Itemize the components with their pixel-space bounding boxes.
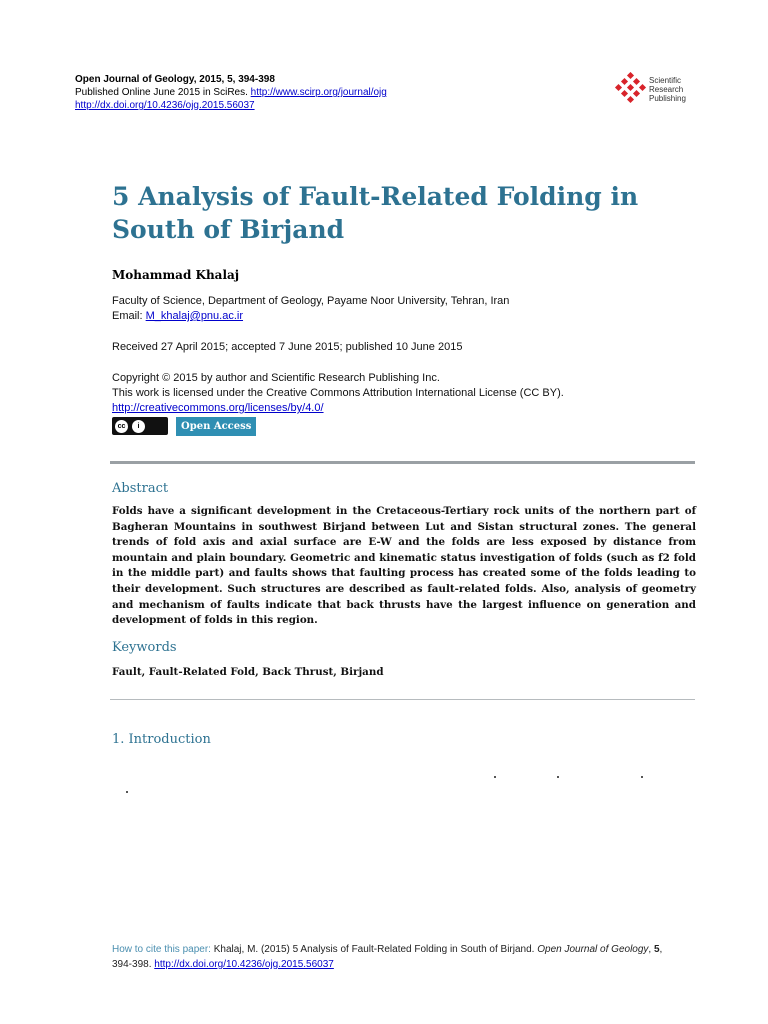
email-line <box>112 309 509 324</box>
received-dates: Received 27 April 2015; accepted 7 June 2015; published 10 June 2015 <box>112 341 463 353</box>
affiliation: Faculty of Science, Department of Geology, Payame Noor University, Tehran, Iran <box>112 295 510 307</box>
how-to-cite: How to cite this paper: Khalaj, M. (2015) 5 Analysis of Fault-Related Folding in South of Birjand. Open Journal of Geology, 5, 394-398. http://dx.doi.org/10.4236/ojg.2015.56037 <box>112 944 663 970</box>
cite-label: How to cite this paper: <box>112 944 214 955</box>
text-speck <box>641 776 643 778</box>
published-prefix: Published Online June 2015 in SciRes. <box>75 87 251 98</box>
email-link[interactable]: M_khalaj@pnu.ac.ir <box>145 310 244 322</box>
doi-link[interactable]: http://dx.doi.org/10.4236/ojg.2015.56037 <box>75 100 255 111</box>
scirp-diamond-icon <box>614 72 648 108</box>
copyright-block <box>112 371 564 416</box>
cite-pages: 394-398. <box>112 959 155 970</box>
text-speck <box>494 776 496 778</box>
author-name: Mohammad Khalaj <box>112 268 240 282</box>
text-speck <box>557 776 559 778</box>
publisher-logo <box>614 72 704 108</box>
abstract-text: Folds have a significant development in the Cretaceous-Tertiary rock units of the northern part of Bagheran Mountains in southwest Birjand between Lut and Sistan structural zones. The general trends of fold axis and axial surface are E-W and the folds are less exposed by distance from mountain and plain boundary. Geometric and kinematic status investigation of folds (such as f2 fold in the middle part) and faults shows that faulting process has created some of the folds leading to their development. Such structures are described as fault-related folds. Also, analysis of geometry and mechanism of faults indicate that back thrusts have the largest influence on generation and development of folds in this region. <box>112 505 696 627</box>
introduction-heading: 1. Introduction <box>112 732 211 747</box>
cite-volume: 5 <box>653 944 660 955</box>
cite-doi-link[interactable]: http://dx.doi.org/10.4236/ojg.2015.56037 <box>154 959 334 970</box>
published-online-line <box>75 86 387 99</box>
section-divider <box>110 461 695 464</box>
copyright-line: Copyright © 2015 by author and Scientific Research Publishing Inc. <box>112 372 440 384</box>
journal-header <box>75 73 387 112</box>
publisher-name: Scientific Research Publishing <box>649 76 686 103</box>
affiliation-block <box>112 294 509 324</box>
paper-title: 5 Analysis of Fault-Related Folding in South of Birjand <box>112 182 639 244</box>
cite-journal: Open Journal of Geology <box>537 944 649 955</box>
keywords-text: Fault, Fault-Related Fold, Back Thrust, Birjand <box>112 666 384 678</box>
email-label: Email: <box>112 310 146 322</box>
license-url-link[interactable]: http://creativecommons.org/licenses/by/4.0/ <box>112 402 324 414</box>
abstract-heading: Abstract <box>112 481 169 496</box>
keywords-heading: Keywords <box>112 640 177 655</box>
journal-citation-line: Open Journal of Geology, 2015, 5, 394-398 <box>75 74 275 85</box>
text-speck <box>126 791 128 793</box>
section-divider-thin <box>110 699 695 700</box>
cc-by-badge[interactable] <box>112 417 168 435</box>
journal-url-link[interactable]: http://www.scirp.org/journal/ojg <box>250 87 387 98</box>
license-line: This work is licensed under the Creative Commons Attribution International License (CC BY). <box>112 387 564 399</box>
cc-icon: cc <box>115 420 128 433</box>
open-access-badge: Open Access <box>176 417 256 436</box>
attribution-icon: i <box>132 420 145 433</box>
